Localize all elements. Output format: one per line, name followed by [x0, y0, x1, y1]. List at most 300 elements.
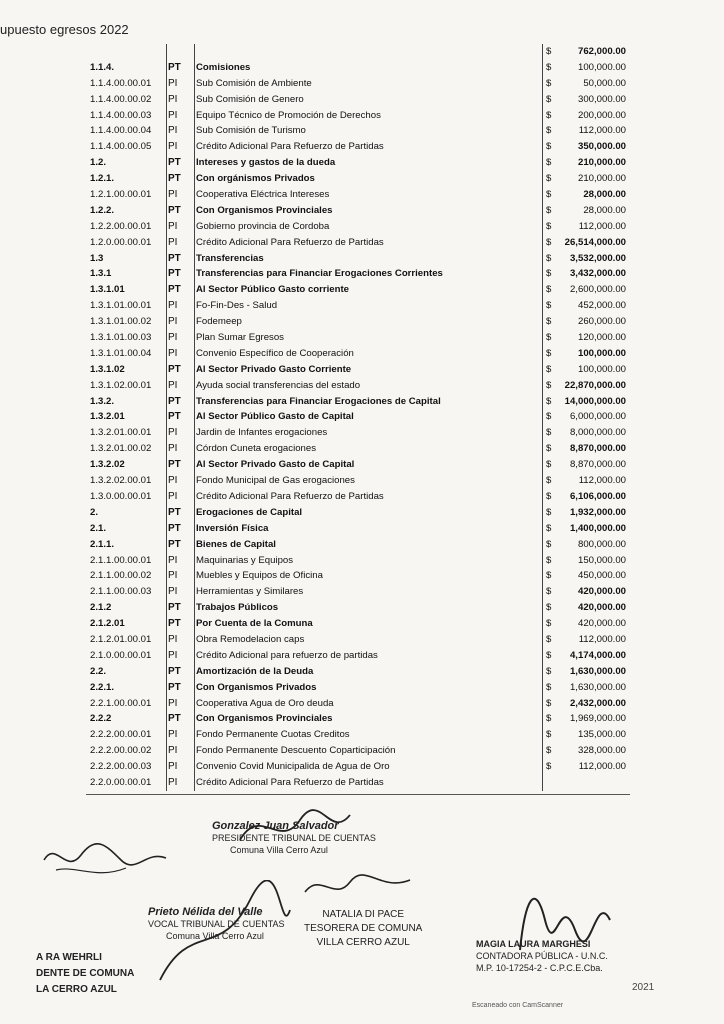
currency-symbol: $ [546, 173, 552, 185]
row-amount: 112,000.00 [578, 220, 626, 232]
row-amount: 112,000.00 [578, 633, 626, 645]
row-code: 2.1.1.00.00.02 [90, 570, 152, 582]
row-amount: 6,106,000.00 [569, 490, 626, 502]
row-type: PT [168, 268, 181, 280]
row-amount: 210,000.00 [577, 173, 626, 185]
row-type: PI [168, 570, 178, 582]
row-amount: 14,000,000.00 [564, 395, 626, 407]
row-type: PI [168, 141, 178, 153]
row-code: 1.3.2.01 [90, 411, 125, 423]
row-description: Cooperativa Eléctrica Intereses [196, 189, 330, 201]
signature-scribble-natalia [300, 862, 420, 912]
row-description: Fodemeep [196, 316, 242, 328]
currency-symbol: $ [546, 665, 552, 677]
row-code: 2.2.1.00.00.01 [90, 697, 152, 709]
currency-symbol: $ [546, 189, 552, 201]
currency-symbol: $ [546, 522, 552, 534]
row-code: 1.1.4.00.00.04 [90, 125, 152, 137]
row-code: 2.2.2.00.00.02 [90, 745, 152, 757]
row-type: PI [168, 379, 178, 391]
budget-table [86, 44, 630, 791]
table-row [86, 330, 630, 346]
signer-place: LA CERRO AZUL [36, 984, 117, 995]
row-code: 2.2.2.00.00.03 [90, 761, 152, 773]
row-description: Jardin de Infantes erogaciones [196, 427, 328, 439]
row-description: Fondo Permanente Descuento Coparticipación [196, 745, 396, 757]
row-description: Crédito Adicional para refuerzo de partidas [196, 649, 378, 661]
row-description: Sub Comisión de Turismo [196, 125, 306, 137]
column-divider [166, 44, 167, 791]
row-code: 2.2.0.00.00.01 [90, 776, 152, 788]
row-amount: 120,000.00 [577, 332, 626, 344]
table-row [86, 123, 630, 139]
row-description: Con Organismos Provinciales [196, 204, 333, 216]
row-type: PI [168, 697, 178, 709]
row-code: 1.1.4.00.00.02 [90, 93, 152, 105]
row-description: Al Sector Privado Gasto de Capital [196, 459, 355, 471]
row-description: Intereses y gastos de la dueda [196, 157, 336, 169]
table-row [86, 203, 630, 219]
row-code: 1.3.1.01.00.01 [90, 300, 152, 312]
row-description: Amortización de la Deuda [196, 665, 314, 677]
signature-prieto [148, 906, 285, 942]
row-type: PI [168, 125, 178, 137]
row-amount: 8,870,000.00 [569, 459, 626, 471]
table-row [86, 282, 630, 298]
row-amount: 3,432,000.00 [569, 268, 626, 280]
signer-place: Comuna Villa Cerro Azul [230, 845, 328, 855]
row-amount: 2,432,000.00 [569, 697, 626, 709]
table-row [86, 648, 630, 664]
row-type: PI [168, 761, 178, 773]
row-type: PT [168, 506, 181, 518]
table-row [86, 92, 630, 108]
row-type: PT [168, 681, 181, 693]
top-total-row [86, 44, 630, 60]
currency-symbol: $ [546, 506, 552, 518]
row-code: 2.2. [90, 665, 107, 677]
table-row [86, 664, 630, 680]
currency-symbol: $ [546, 490, 552, 502]
row-amount: 450,000.00 [577, 570, 626, 582]
row-code: 1.2.2. [90, 204, 115, 216]
row-code: 1.3.1.01.00.04 [90, 347, 152, 359]
row-type: PT [168, 665, 181, 677]
signature-left [36, 950, 134, 998]
page-title: upuesto egresos 2022 [0, 22, 129, 37]
currency-symbol: $ [546, 252, 552, 264]
row-description: Sub Comisión de Ambiente [196, 77, 312, 89]
currency-symbol: $ [546, 554, 552, 566]
row-amount: 3,532,000.00 [569, 252, 626, 264]
row-amount: 112,000.00 [578, 125, 626, 137]
currency-symbol: $ [546, 125, 552, 137]
row-type: PI [168, 745, 178, 757]
row-amount: 100,000.00 [577, 347, 626, 359]
currency-symbol: $ [546, 681, 552, 693]
table-row [86, 155, 630, 171]
signature-gonzalez [212, 820, 376, 856]
row-amount: 100,000.00 [577, 363, 626, 375]
currency-symbol: $ [546, 204, 552, 216]
row-description: Bienes de Capital [196, 538, 276, 550]
table-row [86, 727, 630, 743]
row-amount: 260,000.00 [577, 316, 626, 328]
currency-symbol: $ [546, 347, 552, 359]
row-amount: 420,000.00 [577, 586, 626, 598]
row-amount: 452,000.00 [577, 300, 626, 312]
row-description: Herramientas y Similares [196, 586, 304, 598]
table-row [86, 394, 630, 410]
signer-name: NATALIA DI PACE [322, 909, 405, 920]
row-type: PI [168, 189, 178, 201]
row-amount: 112,000.00 [578, 475, 626, 487]
row-description: Crédito Adicional Para Refuerzo de Partidas [196, 236, 384, 248]
row-code: 1.2.1. [90, 173, 115, 185]
currency-symbol: $ [546, 475, 552, 487]
row-description: Al Sector Público Gasto de Capital [196, 411, 354, 423]
table-row [86, 266, 630, 282]
row-code: 1.3.1.01.00.02 [90, 316, 152, 328]
row-code: 2.1. [90, 522, 107, 534]
currency-symbol: $ [546, 300, 552, 312]
row-code: 1.1.4.00.00.03 [90, 109, 152, 121]
currency-symbol: $ [546, 363, 552, 375]
currency-symbol: $ [546, 570, 552, 582]
currency-symbol: $ [546, 729, 552, 741]
table-row [86, 489, 630, 505]
row-code: 2.2.1. [90, 681, 115, 693]
row-code: 2.1.2.01 [90, 618, 125, 630]
table-row [86, 108, 630, 124]
row-description: Plan Sumar Egresos [196, 332, 284, 344]
row-code: 1.3.1.01 [90, 284, 125, 296]
row-type: PI [168, 586, 178, 598]
row-code: 1.2.0.00.00.01 [90, 236, 152, 248]
table-row [86, 473, 630, 489]
table-row [86, 711, 630, 727]
table-row [86, 441, 630, 457]
row-code: 2.2.2 [90, 713, 112, 725]
table-row [86, 553, 630, 569]
row-amount: 28,000.00 [583, 189, 626, 201]
currency-symbol: $ [546, 109, 552, 121]
table-row [86, 187, 630, 203]
row-description: Inversión Física [196, 522, 269, 534]
row-type: PI [168, 554, 178, 566]
currency-symbol: $ [546, 649, 552, 661]
currency-symbol: $ [546, 46, 552, 57]
table-row [86, 680, 630, 696]
row-code: 1.3.0.00.00.01 [90, 490, 152, 502]
signer-role: TESORERA DE COMUNA [304, 923, 423, 934]
row-type: PI [168, 347, 178, 359]
row-amount: 112,000.00 [578, 761, 626, 773]
row-type: PI [168, 776, 178, 788]
document-year: 2021 [632, 982, 655, 993]
table-row [86, 251, 630, 267]
currency-symbol: $ [546, 427, 552, 439]
row-code: 2.1.0.00.00.01 [90, 649, 152, 661]
currency-symbol: $ [546, 220, 552, 232]
row-type: PI [168, 77, 178, 89]
currency-symbol: $ [546, 602, 552, 614]
row-type: PI [168, 316, 178, 328]
row-description: Cooperativa Agua de Oro deuda [196, 697, 334, 709]
row-amount: 8,000,000.00 [569, 427, 626, 439]
currency-symbol: $ [546, 316, 552, 328]
row-description: Erogaciones de Capital [196, 506, 303, 518]
currency-symbol: $ [546, 332, 552, 344]
row-type: PI [168, 236, 178, 248]
table-row [86, 425, 630, 441]
row-amount: 420,000.00 [577, 618, 626, 630]
row-amount: 420,000.00 [577, 602, 626, 614]
row-code: 1.3.1.02.00.01 [90, 379, 152, 391]
row-code: 1.3.1.01.00.03 [90, 332, 152, 344]
row-description: Fondo Municipal de Gas erogaciones [196, 475, 355, 487]
row-type: PT [168, 61, 181, 73]
row-type: PT [168, 363, 181, 375]
row-type: PI [168, 332, 178, 344]
row-code: 1.3.2.01.00.01 [90, 427, 152, 439]
row-type: PT [168, 284, 181, 296]
currency-symbol: $ [546, 395, 552, 407]
table-row [86, 568, 630, 584]
row-amount: 800,000.00 [577, 538, 626, 550]
scanner-watermark: Escaneado con CamScanner [472, 1002, 564, 1009]
table-row [86, 457, 630, 473]
table-row [86, 521, 630, 537]
row-amount: 200,000.00 [577, 109, 626, 121]
row-amount: 1,400,000.00 [569, 522, 626, 534]
row-amount: 28,000.00 [583, 204, 626, 216]
row-description: Equipo Técnico de Promoción de Derechos [196, 109, 381, 121]
table-row [86, 409, 630, 425]
row-code: 2. [90, 506, 99, 518]
row-code: 2.1.1.00.00.03 [90, 586, 152, 598]
row-description: Con orgánismos Privados [196, 173, 315, 185]
row-amount: 8,870,000.00 [569, 443, 626, 455]
currency-symbol: $ [546, 411, 552, 423]
row-description: Con Organismos Privados [196, 681, 317, 693]
row-description: Sub Comisión de Genero [196, 93, 304, 105]
row-type: PT [168, 618, 181, 630]
row-type: PT [168, 411, 181, 423]
row-type: PI [168, 729, 178, 741]
row-amount: 4,174,000.00 [569, 649, 626, 661]
currency-symbol: $ [546, 586, 552, 598]
row-amount: 328,000.00 [577, 745, 626, 757]
table-row [86, 378, 630, 394]
row-code: 1.3.2. [90, 395, 115, 407]
table-row [86, 743, 630, 759]
row-description: Comisiones [196, 61, 251, 73]
row-type: PT [168, 252, 181, 264]
row-type: PI [168, 220, 178, 232]
table-row [86, 139, 630, 155]
signer-role: PRESIDENTE TRIBUNAL DE CUENTAS [212, 833, 376, 843]
row-description: Córdon Cuneta erogaciones [196, 443, 317, 455]
row-type: PT [168, 204, 181, 216]
row-amount: 2,600,000.00 [569, 284, 626, 296]
row-type: PT [168, 157, 181, 169]
row-description: Ayuda social transferencias del estado [196, 379, 361, 391]
row-code: 1.3.2.02.00.01 [90, 475, 152, 487]
column-divider [542, 44, 543, 791]
row-type: PI [168, 443, 178, 455]
row-description: Maquinarias y Equipos [196, 554, 294, 566]
table-row [86, 314, 630, 330]
signer-name: Prieto Nélida del Valle [148, 906, 263, 918]
table-row [86, 298, 630, 314]
row-code: 1.3.1 [90, 268, 112, 280]
table-row [86, 696, 630, 712]
row-code: 1.1.4.00.00.01 [90, 77, 152, 89]
row-type: PT [168, 173, 181, 185]
row-type: PT [168, 713, 181, 725]
currency-symbol: $ [546, 284, 552, 296]
signer-name: MAGIA LAURA MARGHESI [476, 939, 591, 949]
currency-symbol: $ [546, 745, 552, 757]
row-amount: 26,514,000.00 [564, 236, 626, 248]
row-description: Con Organismos Provinciales [196, 713, 333, 725]
currency-symbol: $ [546, 268, 552, 280]
row-code: 2.1.2.01.00.01 [90, 633, 152, 645]
row-amount: 135,000.00 [577, 729, 626, 741]
row-description: Transferencias para Financiar Erogaciones de Capital [196, 395, 441, 407]
row-amount: 300,000.00 [577, 93, 626, 105]
signer-role: VOCAL TRIBUNAL DE CUENTAS [148, 919, 285, 929]
row-description: Muebles y Equipos de Oficina [196, 570, 323, 582]
table-row [86, 235, 630, 251]
table-row [86, 346, 630, 362]
row-type: PI [168, 427, 178, 439]
column-divider [194, 44, 195, 791]
table-row [86, 632, 630, 648]
row-code: 1.3.1.02 [90, 363, 125, 375]
table-row [86, 60, 630, 76]
row-code: 1.1.4. [90, 61, 115, 73]
row-amount: 350,000.00 [577, 141, 626, 153]
row-description: Por Cuenta de la Comuna [196, 618, 313, 630]
row-amount: 50,000.00 [583, 77, 626, 89]
table-row [86, 505, 630, 521]
signer-name: Gonzalez Juan Salvador [212, 820, 339, 832]
currency-symbol: $ [546, 93, 552, 105]
row-type: PI [168, 109, 178, 121]
row-description: Transferencias [196, 252, 264, 264]
currency-symbol: $ [546, 761, 552, 773]
row-type: PI [168, 633, 178, 645]
row-code: 2.1.1.00.00.01 [90, 554, 152, 566]
table-row [86, 600, 630, 616]
row-amount: 1,630,000.00 [569, 665, 626, 677]
row-type: PI [168, 300, 178, 312]
signer-place: Comuna Villa Cerro Azul [166, 931, 264, 941]
row-type: PI [168, 490, 178, 502]
row-description: Crédito Adicional Para Refuerzo de Partidas [196, 490, 384, 502]
signer-place: VILLA CERRO AZUL [316, 937, 410, 948]
signer-registration: M.P. 10-17254-2 - C.P.C.E.Cba. [476, 963, 603, 973]
row-description: Al Sector Privado Gasto Corriente [196, 363, 352, 375]
table-row [86, 775, 630, 791]
row-code: 1.2.2.00.00.01 [90, 220, 152, 232]
row-code: 2.1.2 [90, 602, 112, 614]
table-rows [86, 60, 630, 791]
currency-symbol: $ [546, 157, 552, 169]
row-description: Crédito Adicional Para Refuerzo de Partidas [196, 776, 384, 788]
row-type: PI [168, 649, 178, 661]
currency-symbol: $ [546, 443, 552, 455]
table-row [86, 759, 630, 775]
currency-symbol: $ [546, 236, 552, 248]
row-description: Convenio Específico de Cooperación [196, 347, 354, 359]
table-row [86, 584, 630, 600]
currency-symbol: $ [546, 379, 552, 391]
row-type: PI [168, 93, 178, 105]
currency-symbol: $ [546, 61, 552, 73]
row-code: 1.3.2.02 [90, 459, 125, 471]
row-type: PT [168, 522, 181, 534]
row-type: PT [168, 538, 181, 550]
row-code: 2.2.2.00.00.01 [90, 729, 152, 741]
row-type: PT [168, 602, 181, 614]
signer-name: A RA WEHRLI [36, 952, 102, 963]
row-amount: 6,000,000.00 [569, 411, 626, 423]
currency-symbol: $ [546, 459, 552, 471]
currency-symbol: $ [546, 713, 552, 725]
table-row [86, 219, 630, 235]
row-description: Fondo Permanente Cuotas Creditos [196, 729, 350, 741]
currency-symbol: $ [546, 633, 552, 645]
row-description: Trabajos Públicos [196, 602, 279, 614]
row-description: Al Sector Público Gasto corriente [196, 284, 350, 296]
row-type: PI [168, 475, 178, 487]
currency-symbol: $ [546, 77, 552, 89]
row-amount: 1,630,000.00 [569, 681, 626, 693]
signature-natalia [304, 908, 422, 950]
row-code: 1.2.1.00.00.01 [90, 189, 152, 201]
row-description: Transferencias para Financiar Erogaciones Corrientes [196, 268, 443, 280]
row-amount: 100,000.00 [577, 61, 626, 73]
top-total-amount: 762,000.00 [577, 46, 626, 57]
currency-symbol: $ [546, 141, 552, 153]
table-row [86, 616, 630, 632]
row-code: 1.2. [90, 157, 107, 169]
row-code: 1.3 [90, 252, 104, 264]
row-amount: 150,000.00 [577, 554, 626, 566]
table-row [86, 171, 630, 187]
table-row [86, 76, 630, 92]
signer-role: DENTE DE COMUNA [36, 968, 135, 979]
row-amount: 1,932,000.00 [569, 506, 626, 518]
row-code: 1.3.2.01.00.02 [90, 443, 152, 455]
row-description: Convenio Covid Municipalida de Agua de Oro [196, 761, 390, 773]
row-code: 2.1.1. [90, 538, 115, 550]
table-bottom-rule [86, 794, 630, 795]
row-description: Crédito Adicional Para Refuerzo de Partidas [196, 141, 384, 153]
row-type: PT [168, 459, 181, 471]
currency-symbol: $ [546, 618, 552, 630]
row-amount: 210,000.00 [577, 157, 626, 169]
signer-role: CONTADORA PÚBLICA - U.N.C. [476, 951, 608, 961]
currency-symbol: $ [546, 538, 552, 550]
row-description: Gobierno provincia de Cordoba [196, 220, 330, 232]
table-row [86, 362, 630, 378]
currency-symbol: $ [546, 697, 552, 709]
row-type: PT [168, 395, 181, 407]
